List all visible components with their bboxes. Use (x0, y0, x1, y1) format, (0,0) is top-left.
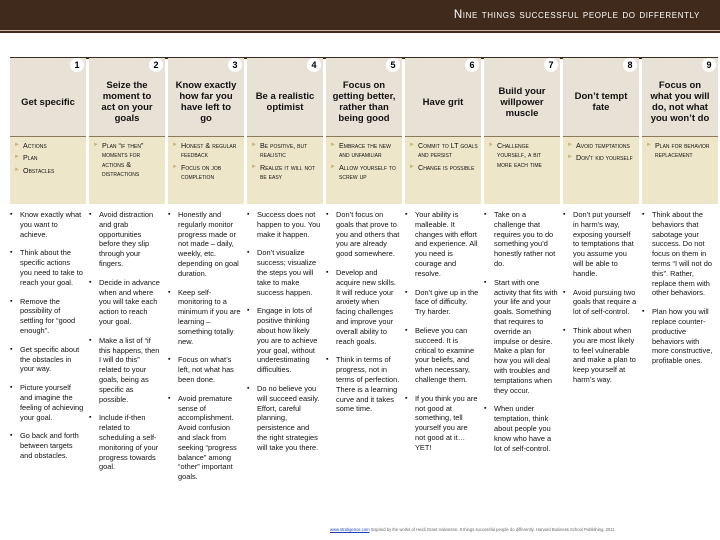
step-header-9 (642, 58, 718, 136)
sub-item: ► Actions (14, 141, 84, 150)
step-title: Focus on getting better, rather than being good (332, 80, 396, 124)
detail-bullet: ▪ When under temptation, think about people you know who have a lot of self-control. (484, 404, 558, 453)
step-detail-5 (326, 210, 402, 528)
step-sub-7 (484, 136, 560, 204)
detail-bullet: ▪ If you think you are not good at something, tell yourself you are not good at it… YET! (405, 394, 479, 453)
detail-bullet: ▪ Keep self-monitoring to a minimum if you are learning – something totally new. (168, 288, 242, 347)
detail-bullet: ▪ Go back and forth between targets and obstacles. (10, 431, 84, 460)
detail-bullet: ▪ Get specific about the obstacles in your way. (10, 345, 84, 374)
detail-bullet: ▪ Think about the behaviors that sabotage your success. Do not focus on them in terms “I will not do this”. Rather, replace them with other behaviors. (642, 210, 716, 298)
sub-item: ► Plan “if then” moments for actions & distractions (93, 141, 163, 179)
detail-bullet: ▪ Avoid pursuing two goals that require a lot of self-control. (563, 288, 637, 317)
step-detail-2 (89, 210, 165, 528)
step-detail-9 (642, 210, 718, 528)
step-subheaders (10, 136, 718, 204)
title-underline (0, 30, 720, 31)
step-header-4 (247, 58, 323, 136)
detail-bullet: ▪ Picture yourself and imagine the feeling of achieving your goal. (10, 383, 84, 422)
step-number: 7 (544, 58, 558, 72)
sub-item: ► Obstacles (14, 166, 84, 175)
detail-bullet: ▪ Avoid premature sense of accomplishment. Avoid confusion and slack from seeking “progress balance” among “other” important goals. (168, 394, 242, 482)
detail-bullet: ▪ Think about when you are most likely to feel vulnerable and make a plan to keep yourself at harm’s way. (563, 326, 637, 385)
step-number: 8 (623, 58, 637, 72)
detail-bullet: ▪ Engage in lots of positive thinking about how likely you are to achieve your goal, without underestimating difficulties. (247, 306, 321, 375)
sub-item: ► Avoid temptations (567, 141, 637, 150)
step-number: 9 (702, 58, 716, 72)
step-header-8 (563, 58, 639, 136)
detail-bullet: ▪ Develop and acquire new skills. It will reduce your anxiety when facing challenges and improve your overall ability to reach goals. (326, 268, 400, 346)
step-header-5 (326, 58, 402, 136)
step-sub-1 (10, 136, 86, 204)
detail-bullet: ▪ Focus on what’s left, not what has been done. (168, 355, 242, 384)
detail-bullet: ▪ Your ability is malleable. It changes with effort and experience. All you need is courage and resolve. (405, 210, 479, 279)
step-sub-3 (168, 136, 244, 204)
detail-bullet: ▪ Believe you can succeed. It is critical to examine your beliefs, and when necessary, challenge them. (405, 326, 479, 385)
sub-item: ► Embrace the new and unfamiliar (330, 141, 400, 160)
step-detail-3 (168, 210, 244, 528)
detail-bullet: ▪ Think about the specific actions you need to take to reach your goal. (10, 248, 84, 287)
sub-item: ► Change is possible (409, 163, 479, 172)
detail-bullet: ▪ Take on a challenge that requires you to do something you’d honestly rather not do. (484, 210, 558, 269)
step-sub-8 (563, 136, 639, 204)
step-detail-4 (247, 210, 323, 528)
step-sub-6 (405, 136, 481, 204)
sub-item: ► Commit to LT goals and persist (409, 141, 479, 160)
step-sub-2 (89, 136, 165, 204)
step-title: Build your willpower muscle (498, 85, 546, 119)
sub-item: ► Realize it will not be easy (251, 163, 321, 182)
step-number: 6 (465, 58, 479, 72)
step-detail-7 (484, 210, 560, 528)
footer-link[interactable]: www.stratigence.com (330, 527, 370, 532)
sub-item: ► Be positive, but realistic (251, 141, 321, 160)
step-headers (10, 58, 718, 136)
footer-text: Inspired by the works of Heidi Grant Halvorson. 9 things successful people do differently. Harvard Business School Publishing, 2011 (369, 527, 615, 532)
detail-bullet: ▪ Plan how you will replace counter-productive behaviors with more constructive, profitable ones. (642, 307, 716, 366)
step-title: Don’t tempt fate (574, 91, 628, 113)
step-header-1 (10, 58, 86, 136)
detail-bullet: ▪ Decide in advance when and where you will take each action to reach your goal. (89, 278, 163, 327)
sub-item: ► Honest & regular feedback (172, 141, 242, 160)
step-number: 1 (70, 58, 84, 72)
step-title: Seize the moment to act on your goals (101, 80, 153, 124)
step-number: 4 (307, 58, 321, 72)
detail-bullet: ▪ Do no believe you will succeed easily. Effort, careful planning, persistence and the right strategies will take you there. (247, 384, 321, 453)
sub-item: ► Focus on job completion (172, 163, 242, 182)
sub-item: ► Challenge yourself, a bit more each time (488, 141, 558, 169)
detail-bullet: ▪ Make a list of “if this happens, then I will do this” related to your goals, being as specific as possible. (89, 336, 163, 405)
step-number: 5 (386, 58, 400, 72)
step-header-6 (405, 58, 481, 136)
detail-bullet: ▪ Start with one activity that fits with your life and your goals. Something that requires to override an impulse or desire. Make a plan for how you will deal with troubles and temptations when they occur. (484, 278, 558, 396)
step-detail-8 (563, 210, 639, 528)
step-title: Get specific (21, 96, 75, 108)
detail-bullet: ▪ Avoid distraction and grab opportunities before they slip through your fingers. (89, 210, 163, 269)
step-title: Know exactly how far you have left to go (175, 80, 237, 124)
step-header-2 (89, 58, 165, 136)
step-title: Focus on what you will do, not what you won’t do (650, 80, 710, 124)
detail-bullet: ▪ Include if-then related to scheduling a self-monitoring of your progress towards goal. (89, 413, 163, 472)
step-header-7 (484, 58, 560, 136)
detail-bullet: ▪ Don’t put yourself in harm’s way, exposing yourself to temptations that you assume you will be able to handle. (563, 210, 637, 279)
step-detail-1 (10, 210, 86, 528)
detail-bullet: ▪ Think in terms of progress, not in terms of perfection. There is a learning curve and it takes some time. (326, 355, 400, 414)
detail-bullet: ▪ Success does not happen to you. You make it happen. (247, 210, 321, 239)
step-sub-5 (326, 136, 402, 204)
page-title: Nine things successful people do differently (453, 9, 700, 21)
detail-bullet: ▪ Honestly and regularly monitor progress made or not made – daily, weekly, etc. depending on goal duration. (168, 210, 242, 279)
detail-bullet: ▪ Don’t visualize success; visualize the steps you will take to make success happen. (247, 248, 321, 297)
title-bar (0, 0, 720, 33)
sub-item: ► Plan (14, 153, 84, 162)
detail-bullet: ▪ Don’t focus on goals that prove to you and others that you are already good somewhere. (326, 210, 400, 259)
sub-item: ► Allow yourself to screw up (330, 163, 400, 182)
step-details (10, 210, 718, 528)
step-number: 3 (228, 58, 242, 72)
step-sub-4 (247, 136, 323, 204)
step-number: 2 (149, 58, 163, 72)
step-detail-6 (405, 210, 481, 528)
detail-bullet: ▪ Don’t give up in the face of difficulty. Try harder. (405, 288, 479, 317)
footer-credit (330, 527, 615, 532)
sub-item: ► Don’t kid yourself (567, 153, 637, 162)
step-title: Be a realistic optimist (255, 91, 315, 113)
step-title: Have grit (422, 96, 464, 108)
detail-bullet: ▪ Remove the possibility of settling for “good enough”. (10, 297, 84, 336)
detail-bullet: ▪ Know exactly what you want to achieve. (10, 210, 84, 239)
sub-item: ► Plan for behavior replacement (646, 141, 716, 160)
step-sub-9 (642, 136, 718, 204)
step-header-3 (168, 58, 244, 136)
